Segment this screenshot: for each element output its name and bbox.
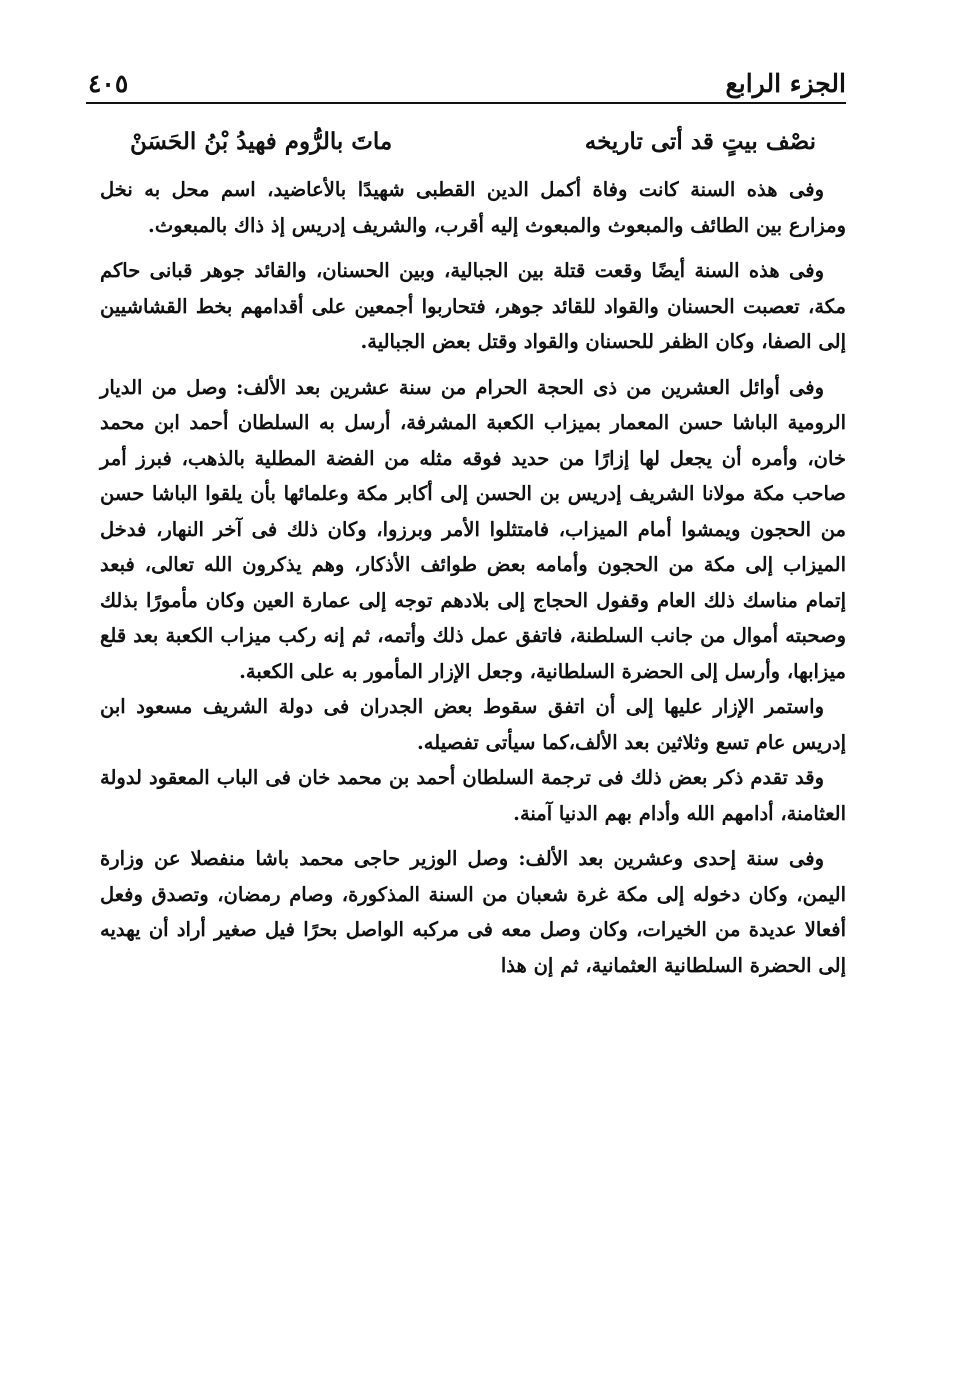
paragraph: وقد تقدم ذكر بعض ذلك فى ترجمة السلطان أحمد بن محمد خان فى الباب المعقود لدولة العثامنة، أدامهم الله وأدام بهم الدنيا آمنة. [100, 766, 846, 825]
paragraph: وفى هذه السنة أيضًا وقعت قتلة بين الجبالية، وبين الحسنان، والقائد جوهر قبانى حاكم مكة، تعصبت الحسنان والقواد للقائد جوهر، فتحاربوا أجمعين على أقدامهم بخط القشاشيين إلى الصفا، وكان الظفر للحسنان والقواد وقتل بعض الجبالية. [100, 259, 846, 353]
body-text [100, 172, 846, 983]
poetry-verse [130, 128, 816, 168]
page-header [88, 58, 846, 98]
verse-right-hemistich: نصْف بيتٍ قد أتى تاريخه [584, 128, 816, 155]
header-divider [86, 102, 846, 104]
paragraph: وفى سنة إحدى وعشرين بعد الألف: وصل الوزير حاجى محمد باشا منفصلا عن وزارة اليمن، وكان دخوله إلى مكة غرة شعبان من السنة المذكورة، وصام رمضان، وتصدق وفعل أفعالا عديدة من الخيرات، وكان وصل معه فى مركبه الواصل بحرًا فيل صغير أراد أن يهديه إلى الحضرة السلطانية العثمانية، ثم إن هذا [100, 847, 846, 977]
page-number: ٤٠٥ [88, 69, 129, 98]
paragraph: وفى هذه السنة كانت وفاة أكمل الدين القطبى شهيدًا بالأعاضيد، اسم محل به نخل ومزارع بين الطائف والمبعوث والمبعوث إليه أقرب، والشريف إدريس إذ ذاك بالمبعوث. [100, 178, 846, 237]
paragraph: واستمر الإزار عليها إلى أن اتفق سقوط بعض الجدران فى دولة الشريف مسعود ابن إدريس عام تسع وثلاثين بعد الألف،كما سيأتى تفصيله. [100, 695, 846, 754]
verse-left-hemistich: ماتَ بالرُّوم فهيدُ بْنُ الحَسَنْ [130, 128, 393, 155]
running-title: الجزء الرابع [725, 69, 846, 98]
paragraph: وفى أوائل العشرين من ذى الحجة الحرام من سنة عشرين بعد الألف: وصل من الديار الرومية الباشا حسن المعمار بميزاب الكعبة المشرفة، أرسل به السلطان أحمد ابن محمد خان، وأمره أن يجعل لها إزارًا من حديد فوقه مثله من الفضة المطلية بالذهب، فبرز أمر صاحب مكة مولانا الشريف إدريس بن الحسن إلى أكابر مكة وعلمائها بأن يلقوا الباشا حسن من الحجون ويمشوا أمام الميزاب، فامتثلوا الأمر وبرزوا، وكان ذلك فى آخر النهار، فدخل الميزاب إلى مكة من الحجون وأمامه بعض طوائف الأذكار، وهم يذكرون الله تعالى، فبعد إتمام مناسك ذلك العام وقفول الحجاج إلى بلادهم توجه إلى عمارة العين وكان مأمورًا بذلك وصحبته أموال من جانب السلطنة، فاتفق عمل ذلك وأتمه، ثم إنه ركب ميزاب الكعبة بعد قلع ميزابها، وأرسل إلى الحضرة السلطانية، وجعل الإزار المأمور به على الكعبة. [100, 375, 846, 683]
